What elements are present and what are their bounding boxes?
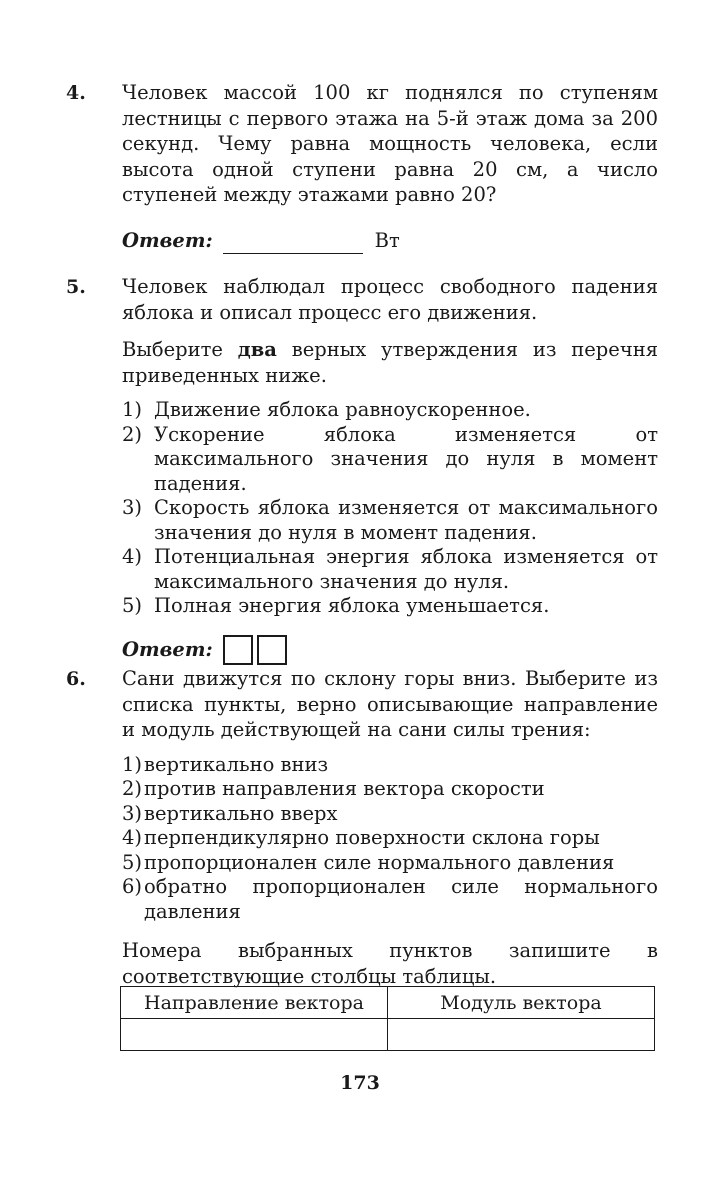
table-row: [121, 1019, 655, 1051]
answer-box-2[interactable]: [257, 635, 287, 665]
problem-body: [122, 666, 658, 989]
page-number: 173: [340, 1072, 380, 1094]
answer-unit: Вт: [374, 228, 400, 252]
answer-line: [122, 228, 658, 254]
list-item: 6) обратно пропорционален силе нормального давления: [122, 875, 658, 923]
list-item: 5) Полная энергия яблока уменьшается.: [122, 594, 550, 617]
problem-text: Человек наблюдал процесс свободного падения яблока и описал процесс его движения.: [122, 275, 658, 324]
answer-label: Ответ:: [122, 637, 213, 661]
problem-number: 4.: [66, 82, 86, 104]
table-cell-modulus[interactable]: [388, 1019, 655, 1051]
list-item: 4) Потенциальная энергия яблока изменяется от максимального значения до нуля.: [122, 545, 658, 593]
table-header-modulus: Модуль вектора: [388, 987, 655, 1019]
problem-body: [122, 274, 658, 665]
list-item: 1) вертикально вниз: [122, 752, 329, 776]
options-list: [122, 753, 658, 925]
problem-text: Человек массой 100 кг поднялся по ступеням лестницы с первого этажа на 5-й этаж дома за 200 секунд. Чему равна мощность человека, если высота одной ступени равна 20 см, а число ступеней между этажами равно 20?: [122, 81, 658, 206]
problem-text: Сани движутся по склону горы вниз. Выберите из списка пункты, верно описывающие направление и модуль действующей на сани силы трения:: [122, 667, 658, 741]
answer-label: Ответ:: [122, 228, 213, 252]
list-item: 3) Скорость яблока изменяется от максимального значения до нуля в момент падения.: [122, 496, 658, 544]
answer-line: [122, 635, 658, 665]
instruction-start: Выберите: [122, 338, 223, 361]
table-header-direction: Направление вектора: [121, 987, 388, 1019]
instruction-end: верных утверждения из перечня приведенных ниже.: [122, 338, 659, 387]
answer-box-1[interactable]: [223, 635, 253, 665]
answer-input[interactable]: [223, 233, 363, 254]
instruction-bold: два: [237, 338, 277, 361]
answer-table: [120, 986, 655, 1051]
list-item: 2) против направления вектора скорости: [122, 777, 545, 800]
list-item: 2) Ускорение яблока изменяется от максимального значения до нуля в момент падения.: [122, 422, 658, 495]
answer-boxes: [223, 635, 287, 665]
list-item: 4) перпендикулярно поверхности склона горы: [122, 826, 600, 849]
problem-number: 6.: [66, 668, 86, 690]
table-header-row: [121, 987, 655, 1019]
problem-number: 5.: [66, 276, 86, 298]
problem-instruction: [122, 337, 658, 388]
list-item: 1) Движение яблока равноускоренное.: [122, 398, 531, 421]
list-item: 5) пропорционален силе нормального давления: [122, 850, 615, 874]
table-cell-direction[interactable]: [121, 1019, 388, 1051]
list-item: 3) вертикально вверх: [122, 801, 338, 825]
problem-body: [122, 80, 658, 254]
problem-instruction: Номера выбранных пунктов запишите в соответствующие столбцы таблицы.: [122, 939, 658, 988]
options-list: [122, 398, 658, 619]
